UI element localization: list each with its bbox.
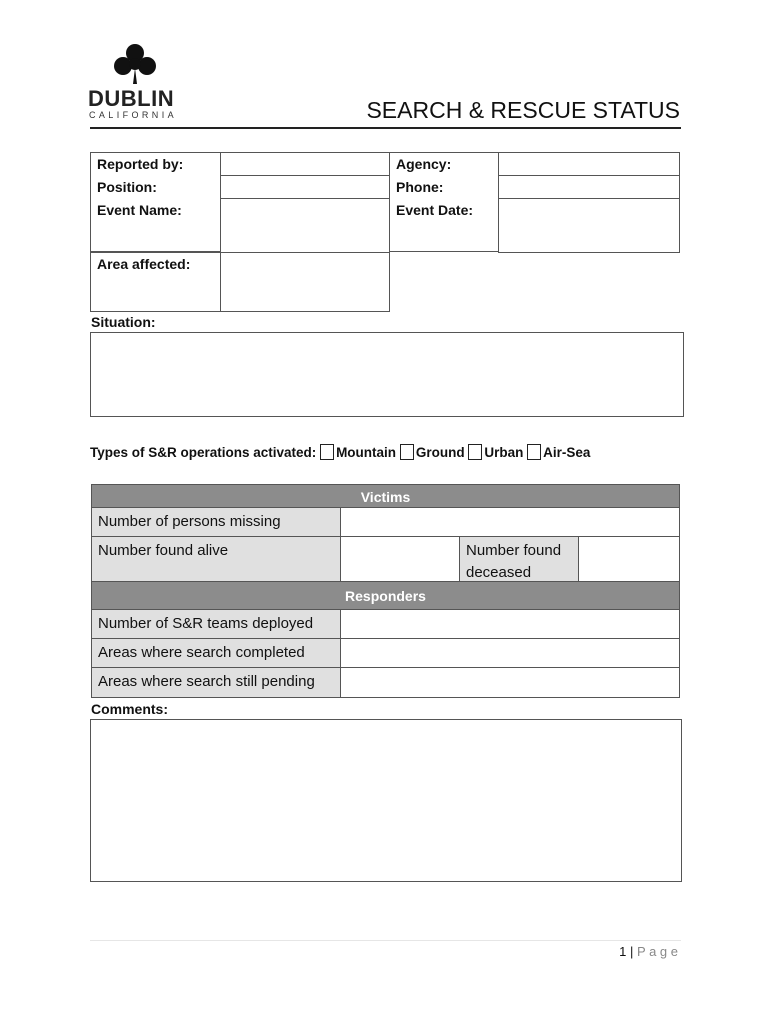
urban-checkbox[interactable]: [468, 444, 482, 460]
position-field[interactable]: [220, 175, 390, 199]
missing-field[interactable]: [340, 507, 680, 537]
completed-field[interactable]: [340, 638, 680, 668]
page-number: 1: [619, 944, 627, 959]
victims-header: Victims: [91, 484, 680, 508]
phone-label: Phone:: [396, 179, 444, 195]
info-grid: [90, 152, 680, 312]
situation-label: Situation:: [91, 314, 156, 330]
ground-checkbox[interactable]: [400, 444, 414, 460]
situation-field[interactable]: [90, 332, 684, 417]
area-affected-label: Area affected:: [97, 256, 191, 272]
operation-types-label: Types of S&R operations activated:: [90, 445, 317, 460]
logo-name: DUBLIN: [88, 86, 175, 111]
air-sea-option[interactable]: Air-Sea: [527, 445, 590, 460]
page-word: P a g e: [637, 944, 678, 959]
deceased-field[interactable]: [578, 536, 680, 582]
ground-option[interactable]: Ground: [400, 445, 465, 460]
page-footer: [619, 944, 678, 959]
operation-types-row: [90, 444, 590, 460]
comments-field[interactable]: [90, 719, 682, 882]
completed-label: Areas where search completed: [91, 638, 341, 668]
phone-field[interactable]: [498, 175, 680, 199]
reported-by-field[interactable]: [220, 152, 390, 176]
comments-label: Comments:: [91, 701, 169, 717]
page-separator: |: [630, 944, 634, 959]
deceased-label: Number found deceased: [459, 536, 579, 582]
teams-field[interactable]: [340, 609, 680, 639]
pending-field[interactable]: [340, 667, 680, 698]
shamrock-icon: [110, 42, 160, 86]
event-name-label: Event Name:: [97, 202, 182, 218]
agency-label: Agency:: [396, 156, 452, 172]
title-rule: [90, 127, 681, 129]
position-label: Position:: [97, 179, 157, 195]
area-affected-field[interactable]: [220, 252, 390, 312]
status-table: [91, 484, 680, 698]
air-sea-checkbox[interactable]: [527, 444, 541, 460]
mountain-checkbox[interactable]: [320, 444, 334, 460]
footer-rule: [90, 940, 681, 941]
event-date-label: Event Date:: [396, 202, 474, 218]
page-title: SEARCH & RESCUE STATUS: [366, 97, 680, 123]
alive-field[interactable]: [340, 536, 460, 582]
urban-option[interactable]: Urban: [468, 445, 523, 460]
responders-header: Responders: [91, 581, 680, 610]
pending-label: Areas where search still pending: [91, 667, 341, 698]
event-date-field[interactable]: [498, 198, 680, 253]
missing-label: Number of persons missing: [91, 507, 341, 537]
reported-by-label: Reported by:: [97, 156, 184, 172]
logo-sub: CALIFORNIA: [89, 110, 178, 120]
city-logo: [88, 40, 188, 122]
mountain-option[interactable]: Mountain: [320, 445, 396, 460]
agency-field[interactable]: [498, 152, 680, 176]
teams-label: Number of S&R teams deployed: [91, 609, 341, 639]
event-name-field[interactable]: [220, 198, 390, 253]
alive-label: Number found alive: [91, 536, 341, 582]
